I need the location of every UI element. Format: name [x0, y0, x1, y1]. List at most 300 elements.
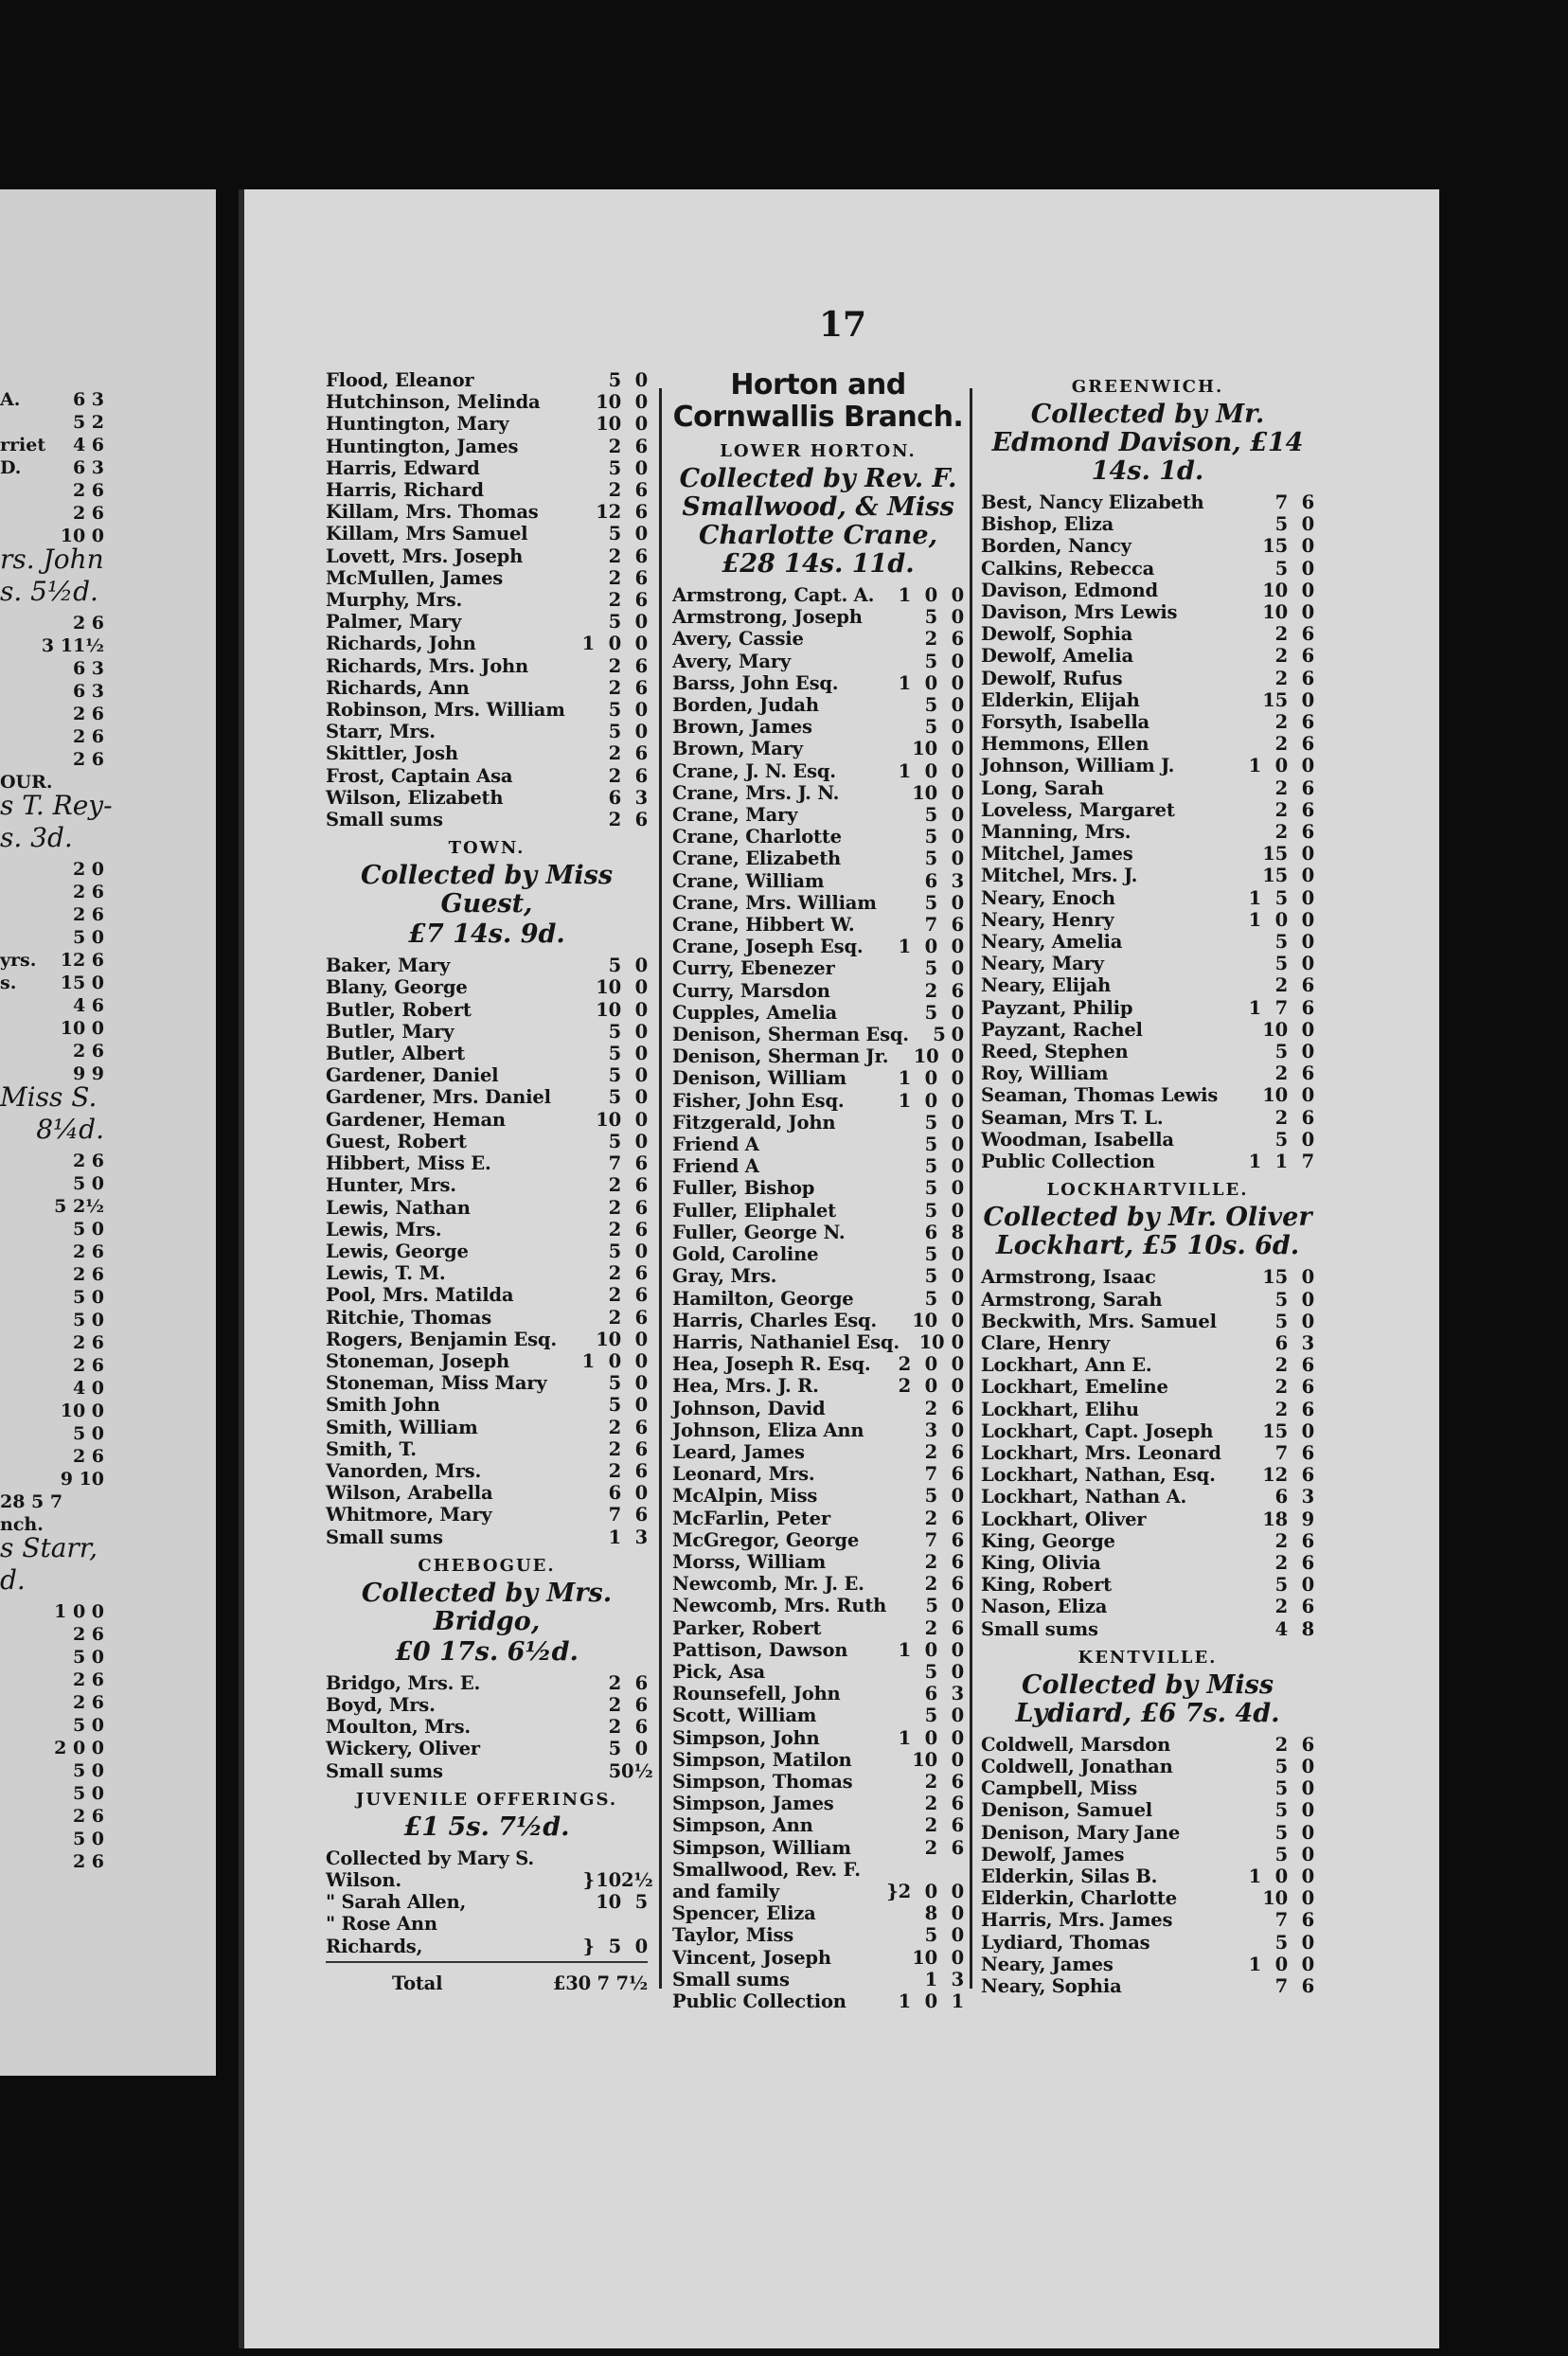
donor-entry — [981, 580, 1314, 601]
pounds: 1 — [898, 1067, 911, 1090]
donor-entry — [672, 628, 964, 650]
donor-name: Crane, Hibbert W. — [672, 914, 855, 937]
left-fragment-amount: 2 6 — [72, 1669, 104, 1690]
donor-entry — [672, 1200, 964, 1222]
shillings: 10 — [596, 998, 621, 1021]
donor-entry — [672, 1310, 964, 1331]
pence: 3 — [634, 786, 648, 809]
shillings: 2 — [924, 1440, 937, 1463]
shillings: 5 — [924, 650, 937, 672]
chebogue-collector: Collected by Mrs. Bridgo, — [361, 1578, 613, 1636]
pence: 0 — [634, 413, 648, 436]
donor-entry — [981, 1107, 1314, 1129]
pounds — [568, 699, 595, 721]
shillings: 0 — [924, 1990, 937, 2012]
donor-name: Curry, Ebenezer — [672, 957, 835, 980]
pence: 6 — [1301, 1909, 1314, 1932]
donor-entry — [672, 1573, 964, 1595]
pence: 0 — [951, 1638, 964, 1661]
shillings: 2 — [1274, 1733, 1288, 1756]
donor-name: Dewolf, Sophia — [981, 623, 1133, 646]
left-fragment-text: d. — [0, 1564, 26, 1596]
donor-name: Boyd, Mrs. — [326, 1693, 436, 1716]
donor-name: Smith John — [326, 1394, 440, 1417]
pounds: 1 — [1248, 886, 1261, 909]
pounds — [568, 1197, 595, 1219]
lower-horton-collector: Collected by Rev. F. Smallwood, & Miss Charlotte Crane, £28 14s. 11d. — [679, 464, 957, 579]
donor-name: Baker, Mary — [326, 955, 451, 977]
shillings: 2 — [1274, 667, 1288, 689]
shillings: 0 — [1274, 1865, 1288, 1887]
pounds — [884, 980, 911, 1002]
donor-entry — [326, 413, 648, 435]
pence — [621, 1847, 648, 1869]
donor-name: Borden, Judah — [672, 694, 819, 717]
donor-entry — [981, 1777, 1314, 1799]
donor-name: Small sums — [326, 1526, 443, 1548]
left-fragment-amount: 5 0 — [72, 1760, 104, 1781]
shillings: 1 — [1274, 1151, 1288, 1173]
donor-name: King, Olivia — [981, 1551, 1101, 1574]
donor-entry — [981, 1508, 1314, 1530]
pence: 0 — [634, 1349, 648, 1372]
shillings: 10 — [1262, 1084, 1288, 1107]
left-fragment-amount: 5 0 — [72, 1219, 104, 1240]
shillings: 5 — [924, 1177, 937, 1200]
donor-name: Simpson, John — [672, 1726, 820, 1749]
pounds: 2 — [898, 1353, 911, 1376]
donor-name: Clare, Henry — [981, 1331, 1111, 1354]
shillings: 5 — [924, 1265, 937, 1288]
juvenile-heading: JUVENILE OFFERINGS. — [355, 1789, 618, 1810]
pounds — [568, 765, 595, 787]
shillings: 2 — [608, 1218, 621, 1240]
pounds — [568, 1694, 595, 1716]
pounds: 1 — [581, 633, 595, 655]
donor-entry — [672, 672, 964, 694]
pounds — [884, 1243, 911, 1265]
pounds — [568, 1152, 595, 1174]
pounds — [1235, 513, 1261, 535]
shillings: 2 — [1274, 623, 1288, 646]
shillings: 2 — [608, 1693, 621, 1716]
pence: 0 — [951, 694, 964, 717]
pence: 3 — [1301, 1331, 1314, 1354]
pence: 0 — [951, 1485, 964, 1508]
donor-name: McFarlin, Peter — [672, 1507, 830, 1529]
pounds — [886, 1595, 912, 1616]
pounds: 1 — [1248, 1151, 1261, 1173]
donor-name: Stoneman, Joseph — [326, 1349, 509, 1372]
shillings: 10 — [596, 1868, 621, 1891]
shillings: 5 — [1274, 1843, 1288, 1865]
pounds — [568, 1417, 595, 1438]
pence: 0 — [1301, 1574, 1314, 1597]
pounds — [884, 606, 911, 628]
donor-entry — [326, 1694, 648, 1716]
pounds — [884, 1463, 911, 1485]
donor-entry — [981, 755, 1314, 776]
donor-name: Forsyth, Isabella — [981, 711, 1149, 734]
shillings: 2 — [608, 1174, 621, 1197]
donor-name: Coldwell, Marsdon — [981, 1733, 1171, 1756]
pounds — [1235, 491, 1261, 513]
pounds — [884, 1288, 911, 1310]
shillings: 1 — [608, 1526, 621, 1548]
lockhartville-collector: Collected by Mr. Oliver Lockhart, £5 10s. 6d. — [983, 1203, 1312, 1261]
donor-name: Parker, Robert — [672, 1616, 822, 1639]
pence: 6 — [634, 1174, 648, 1197]
shillings: 5 — [924, 1111, 937, 1133]
donor-name: Crane, Mrs. J. N. — [672, 781, 840, 804]
pence: 6 — [1301, 1529, 1314, 1552]
shillings: 5 — [608, 955, 621, 977]
donor-entry — [672, 1155, 964, 1177]
shillings: 2 — [608, 544, 621, 567]
left-fragment-amount: 2 6 — [72, 613, 104, 634]
shillings: 7 — [1274, 996, 1288, 1019]
donor-name: Skittler, Josh — [326, 742, 458, 765]
donor-entry — [981, 733, 1314, 755]
pence: 6 — [1301, 1596, 1314, 1618]
pounds — [1235, 974, 1261, 996]
pounds — [884, 1617, 911, 1639]
pounds — [884, 804, 911, 826]
pence: 0 — [1301, 908, 1314, 931]
pounds — [1235, 1019, 1261, 1041]
donor-name: Payzant, Philip — [981, 996, 1133, 1019]
pence: 2½ — [621, 1868, 653, 1891]
shillings: 2 — [924, 1814, 937, 1837]
donor-name: Harris, Edward — [326, 456, 480, 479]
shillings: 5 — [924, 1705, 937, 1727]
donor-entry — [672, 1814, 964, 1836]
left-fragment-amount: 4 0 — [72, 1378, 104, 1399]
donor-name: Coldwell, Jonathan — [981, 1755, 1173, 1777]
pence: 0 — [634, 1738, 648, 1760]
donor-entry — [672, 1529, 964, 1551]
left-fragment-amount: 2 6 — [72, 904, 104, 925]
pence: 6 — [634, 676, 648, 699]
donor-name: Manning, Mrs. — [981, 821, 1131, 844]
pounds — [568, 1738, 595, 1759]
pounds — [1235, 558, 1261, 580]
donor-name: Frost, Captain Asa — [326, 764, 513, 787]
left-fragment-line — [0, 544, 104, 575]
donor-name: Gardener, Heman — [326, 1108, 506, 1131]
pence: 0 — [634, 633, 648, 655]
shillings: 5 — [924, 716, 937, 739]
donor-entry — [326, 1759, 653, 1782]
donor-entry — [672, 1727, 964, 1749]
donor-entry — [672, 1375, 964, 1397]
donor-name: Gardener, Mrs. Daniel — [326, 1086, 551, 1109]
pounds — [568, 1240, 595, 1262]
pounds: 1 — [1248, 1953, 1261, 1975]
donor-entry — [981, 1399, 1314, 1420]
pounds — [1235, 668, 1261, 689]
pounds: 1 — [898, 1089, 911, 1112]
donor-name: Denison, Sherman Jr. — [672, 1045, 889, 1068]
donor-entry — [326, 1482, 648, 1504]
left-fragment-amount: 2 6 — [72, 1241, 104, 1262]
shillings: 2 — [608, 1262, 621, 1285]
donor-entry — [672, 1331, 964, 1353]
donor-name: Hunter, Mrs. — [326, 1174, 456, 1197]
left-fragment-amount: 5 0 — [72, 1423, 104, 1444]
donor-name: Lewis, T. M. — [326, 1262, 446, 1285]
pence: 0 — [1301, 1931, 1314, 1954]
total-amount: £30 7 7½ — [552, 1972, 648, 1994]
pence: 1 — [951, 1990, 964, 2012]
donor-entry — [672, 716, 964, 738]
donor-entry — [672, 584, 964, 606]
shillings: 2 — [608, 742, 621, 765]
donor-entry — [981, 1975, 1314, 1997]
donor-entry — [981, 558, 1314, 580]
pounds — [1235, 1887, 1261, 1909]
pence: 6 — [951, 1507, 964, 1529]
donor-name: Killam, Mrs. Thomas — [326, 501, 539, 524]
donor-entry — [326, 1329, 648, 1350]
shillings: 2 — [1274, 1062, 1288, 1085]
donor-entry — [672, 1990, 964, 2012]
shillings: 5 — [1274, 1931, 1288, 1954]
donor-name: Hutchinson, Melinda — [326, 391, 541, 414]
pence: 0 — [1301, 1041, 1314, 1063]
chebogue-amount: £0 17s. 6½d. — [395, 1636, 579, 1667]
pence: 0 — [1301, 1018, 1314, 1041]
donor-name: Johnson, William J. — [981, 755, 1175, 777]
donor-name: Denison, William — [672, 1067, 846, 1090]
pence: 0 — [1301, 1843, 1314, 1865]
donor-name: Seaman, Mrs T. L. — [981, 1106, 1164, 1129]
left-fragment-amount: 2 6 — [72, 1624, 104, 1645]
donor-entry — [672, 1924, 964, 1946]
pence: 6 — [1301, 996, 1314, 1019]
donor-entry — [326, 677, 648, 699]
pounds — [568, 787, 595, 809]
donor-name: Gray, Mrs. — [672, 1265, 777, 1288]
donor-entry — [326, 955, 648, 976]
entries-list — [672, 584, 964, 2012]
donor-name: Reed, Stephen — [981, 1041, 1129, 1063]
donor-entry — [326, 655, 648, 677]
shillings: 0 — [924, 1067, 937, 1090]
left-fragment-amount: 5 0 — [72, 1287, 104, 1308]
donor-entry — [981, 513, 1314, 535]
pence: 0 — [634, 611, 648, 634]
donor-name: Crane, William — [672, 869, 825, 892]
shillings: 12 — [1262, 1464, 1288, 1487]
total-label: Total — [392, 1972, 443, 1994]
pence: 6 — [1301, 1062, 1314, 1085]
pence — [937, 1859, 964, 1881]
pounds — [884, 1749, 911, 1771]
pence: 0 — [951, 1177, 964, 1200]
left-fragment-amount: 3 11½ — [41, 635, 104, 656]
donor-name: Butler, Albert — [326, 1043, 465, 1065]
pence: 0 — [951, 1705, 964, 1727]
donor-entry — [672, 804, 964, 826]
left-fragment-amount: 2 6 — [72, 704, 104, 724]
donor-name: Gold, Caroline — [672, 1243, 819, 1266]
shillings: 6 — [924, 1683, 937, 1705]
shillings: 2 — [608, 589, 621, 612]
pence: 6 — [634, 501, 648, 524]
pounds — [884, 1924, 911, 1946]
donor-entry — [981, 601, 1314, 623]
donor-name: Scott, William — [672, 1705, 817, 1727]
donor-entry — [672, 1045, 964, 1067]
pence: 6 — [634, 1437, 648, 1460]
donor-name: King, Robert — [981, 1574, 1112, 1597]
shillings: 2 — [1274, 711, 1288, 734]
donor-name: Harris, Charles Esq. — [672, 1309, 878, 1331]
pounds — [568, 1284, 595, 1306]
shillings: 2 — [1274, 1596, 1288, 1618]
pounds — [884, 1310, 911, 1331]
pounds: 1 — [898, 936, 911, 958]
shillings: 0 — [924, 1089, 937, 1112]
donor-name: Campbell, Miss — [981, 1777, 1138, 1800]
pence: 6 — [951, 914, 964, 937]
pounds — [568, 1131, 595, 1152]
donor-entry — [672, 1441, 964, 1463]
shillings: 5 — [924, 1133, 937, 1156]
donor-name: Armstrong, Joseph — [672, 606, 863, 629]
pounds — [884, 1508, 911, 1529]
donor-name: Calkins, Rebecca — [981, 557, 1155, 580]
shillings: 5 — [608, 1130, 621, 1152]
shillings: 10 — [1262, 579, 1288, 601]
left-fragment-amount: 10 0 — [60, 1401, 104, 1421]
pence: 0 — [951, 848, 964, 870]
shillings: 5 — [608, 1240, 621, 1262]
donor-entry — [326, 1847, 648, 1869]
pence: 6 — [1301, 1551, 1314, 1574]
donor-name: Lewis, Mrs. — [326, 1218, 442, 1240]
left-fragment-amount: 4 6 — [72, 435, 104, 455]
left-fragment-amount: 9 10 — [60, 1469, 104, 1490]
pence: 0 — [1301, 843, 1314, 866]
donor-entry — [326, 1240, 648, 1262]
donor-entry — [326, 1284, 648, 1306]
pounds — [884, 1485, 911, 1507]
shillings: 5 — [1274, 953, 1288, 975]
donor-name: Elderkin, Elijah — [981, 688, 1140, 711]
shillings: 7 — [924, 914, 937, 937]
pounds — [884, 1551, 911, 1573]
donor-name: Richards, Mrs. John — [326, 654, 528, 677]
pounds — [1235, 1486, 1261, 1508]
donor-entry — [672, 1771, 964, 1793]
donor-entry — [326, 501, 648, 523]
donor-entry — [672, 1617, 964, 1639]
pounds — [1235, 645, 1261, 667]
pounds — [1235, 1822, 1261, 1844]
donor-name: Pool, Mrs. Matilda — [326, 1284, 514, 1307]
pounds — [884, 716, 911, 738]
donor-name: Small sums — [672, 1968, 790, 1990]
donor-name: Fuller, Eliphalet — [672, 1199, 836, 1222]
left-fragment-amount: 6 3 — [72, 389, 104, 410]
pounds: 1 — [1248, 1865, 1261, 1887]
donor-name: Hea, Joseph R. Esq. — [672, 1353, 871, 1376]
pounds — [909, 1024, 927, 1045]
donor-entry — [672, 1112, 964, 1133]
left-fragment-amount: 5 0 — [72, 1829, 104, 1849]
left-fragment-amount: 2 6 — [72, 1446, 104, 1467]
donor-name: Roy, William — [981, 1062, 1109, 1085]
pounds — [884, 848, 911, 869]
donor-name: Neary, Elijah — [981, 974, 1112, 997]
left-fragment-amount: 6 3 — [72, 658, 104, 679]
total-row — [326, 1961, 648, 1994]
pounds — [568, 545, 595, 567]
donor-name: Bishop, Eliza — [981, 513, 1114, 536]
donor-name: Lewis, Nathan — [326, 1196, 471, 1219]
pence: 0 — [1301, 1419, 1314, 1442]
pounds — [568, 1482, 595, 1504]
shillings: 2 — [1274, 645, 1288, 668]
donor-entry — [981, 1311, 1314, 1332]
pounds: 1 — [898, 1726, 911, 1749]
pence: 0 — [951, 1111, 964, 1133]
donor-name: Guest, Robert — [326, 1130, 467, 1152]
pence: 8 — [951, 1221, 964, 1243]
shillings: 10 — [596, 1108, 621, 1131]
donor-entry — [672, 782, 964, 804]
donor-entry — [672, 1508, 964, 1529]
donor-entry — [326, 1043, 648, 1064]
donor-entry — [672, 760, 964, 782]
donor-name: Newcomb, Mrs. Ruth — [672, 1595, 887, 1617]
left-fragment-line — [0, 434, 104, 457]
left-fragment-amount: 2 6 — [72, 1355, 104, 1376]
column-rule-2 — [970, 388, 972, 1989]
pounds — [568, 1109, 595, 1131]
donor-entry — [672, 1639, 964, 1661]
pounds — [1235, 1354, 1261, 1376]
pounds — [568, 1174, 595, 1196]
shillings: 2 — [608, 1459, 621, 1482]
donor-name: Gardener, Daniel — [326, 1064, 499, 1087]
donor-entry — [672, 1661, 964, 1683]
shillings: 5 — [1274, 1777, 1288, 1800]
donor-name: Ritchie, Thomas — [326, 1306, 492, 1329]
shillings: 2 — [608, 1306, 621, 1329]
shillings: 5 — [608, 523, 621, 545]
left-fragment-amount: 6 3 — [72, 457, 104, 478]
shillings: 0 — [608, 633, 621, 655]
left-fragment-text: s T. Rey- — [0, 790, 113, 821]
donor-entry — [326, 633, 648, 654]
pounds — [884, 1112, 911, 1133]
pence: 3 — [951, 1968, 964, 1990]
shillings: 4 — [1274, 1617, 1288, 1640]
donor-name: Neary, Enoch — [981, 886, 1115, 909]
donor-name: Morss, William — [672, 1550, 827, 1573]
donor-name: Lockhart, Nathan, Esq. — [981, 1464, 1216, 1487]
donor-entry — [672, 957, 964, 979]
pence: 0 — [951, 1024, 965, 1046]
pounds — [884, 1573, 911, 1595]
donor-entry — [981, 1151, 1314, 1172]
shillings: 10 — [1262, 601, 1288, 624]
left-fragment-text: rriet — [0, 435, 46, 455]
donor-name: Avery, Mary — [672, 650, 792, 672]
